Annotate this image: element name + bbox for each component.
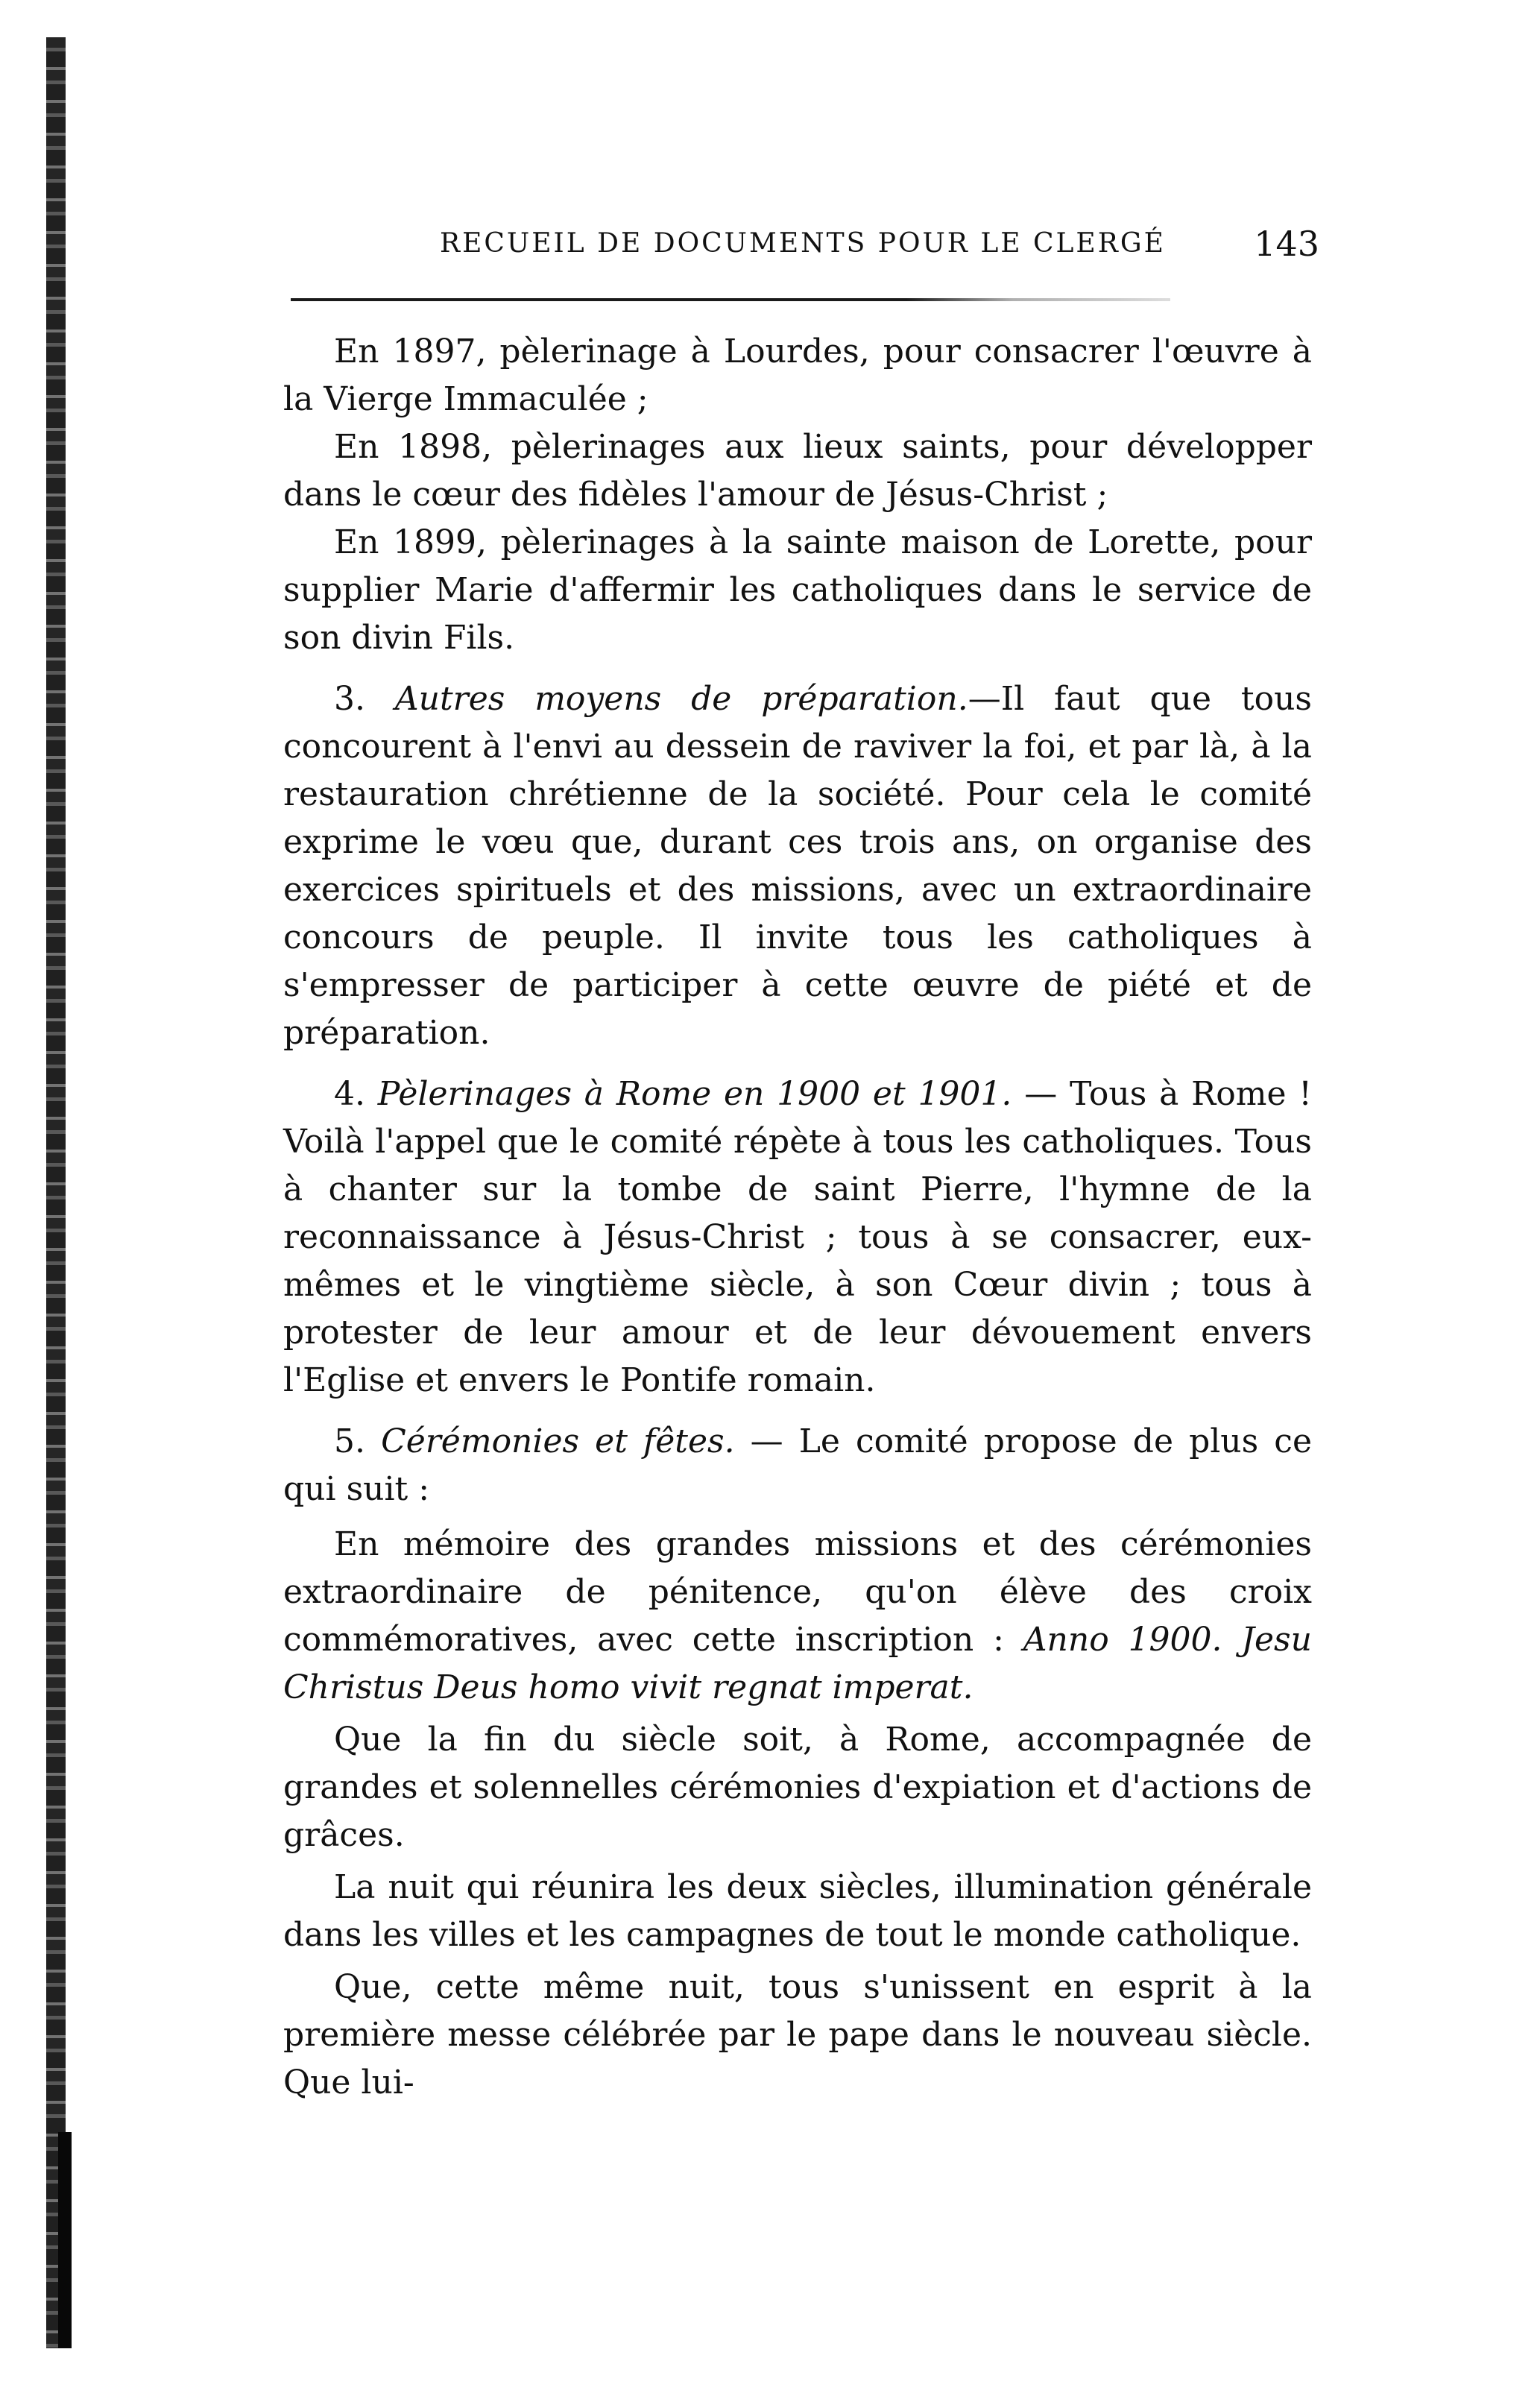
paragraph-croix [283, 1521, 1312, 1712]
section-4-title: Pèlerinages à Rome en 1900 et 1901. [377, 1075, 1012, 1113]
paragraph-illumination: La nuit qui réunira les deux siècles, illumination générale dans les villes et les campagnes de tout le monde catholique. [283, 1868, 1312, 1954]
section-5-text: — Le comité propose de plus ce qui suit : [283, 1422, 1312, 1508]
page-binding-edge [46, 37, 66, 2348]
paragraph-1899: En 1899, pèlerinages à la sainte maison de Lorette, pour supplier Marie d'affermir les catholiques dans le service de son divin Fils. [283, 523, 1312, 657]
section-3 [283, 675, 1312, 1057]
section-5 [283, 1418, 1312, 1513]
section-3-text: —Il faut que tous concourent à l'envi au dessein de raviver la foi, et par là, à la restauration chrétienne de la société. Pour cela le comité exprime le vœu que, durant ces trois ans, on organise des exercices spirituels et des missions, avec un extraordinaire concours de peuple. Il invite tous les catholiques à s'empresser de participer à cette œuvre de piété et de préparation. [283, 680, 1312, 1052]
page-number: 143 [1254, 224, 1319, 264]
paragraph-croix-text: En mémoire des grandes missions et des cérémonies extraordinaire de pénitence, qu'on élève des croix commémoratives, avec cette inscription : [283, 1525, 1312, 1659]
section-4-number: 4. [334, 1075, 365, 1113]
page-header [440, 224, 1319, 268]
inscription-text: Anno 1900. Jesu Christus Deus homo vivit regnat imperat. [283, 1621, 1312, 1706]
paragraph-1897: En 1897, pèlerinage à Lourdes, pour consacrer l'œuvre à la Vierge Immaculée ; [283, 332, 1312, 418]
section-4-text: — Tous à Rome ! Voilà l'appel que le comité répète à tous les catholiques. Tous à chanter sur la tombe de saint Pierre, l'hymne de la reconnaissance à Jésus-Christ ; tous à se consacrer, eux-mêmes et le vingtième siècle, à son Cœur divin ; tous à protester de leur amour et de leur dévouement envers l'Eglise et envers le Pontife romain. [283, 1075, 1312, 1399]
page-binding-shadow [58, 2132, 72, 2348]
section-4 [283, 1071, 1312, 1405]
section-3-title: Autres moyens de préparation. [394, 680, 968, 718]
paragraph-premiere-messe: Que, cette même nuit, tous s'unissent en esprit à la première messe célébrée par le pape dans le nouveau siècle. Que lui- [283, 1968, 1312, 2102]
section-5-number: 5. [334, 1422, 365, 1460]
section-3-number: 3. [334, 680, 365, 718]
paragraph-1898: En 1898, pèlerinages aux lieux saints, pour développer dans le cœur des fidèles l'amour de Jésus-Christ ; [283, 428, 1312, 514]
header-rule [291, 298, 1170, 301]
page-body [283, 328, 1312, 2107]
running-title: RECUEIL DE DOCUMENTS POUR LE CLERGÉ [440, 228, 1166, 259]
section-5-title: Cérémonies et fêtes. [381, 1422, 735, 1460]
paragraph-fin-siecle: Que la fin du siècle soit, à Rome, accompagnée de grandes et solennelles cérémonies d'expiation et d'actions de grâces. [283, 1721, 1312, 1854]
